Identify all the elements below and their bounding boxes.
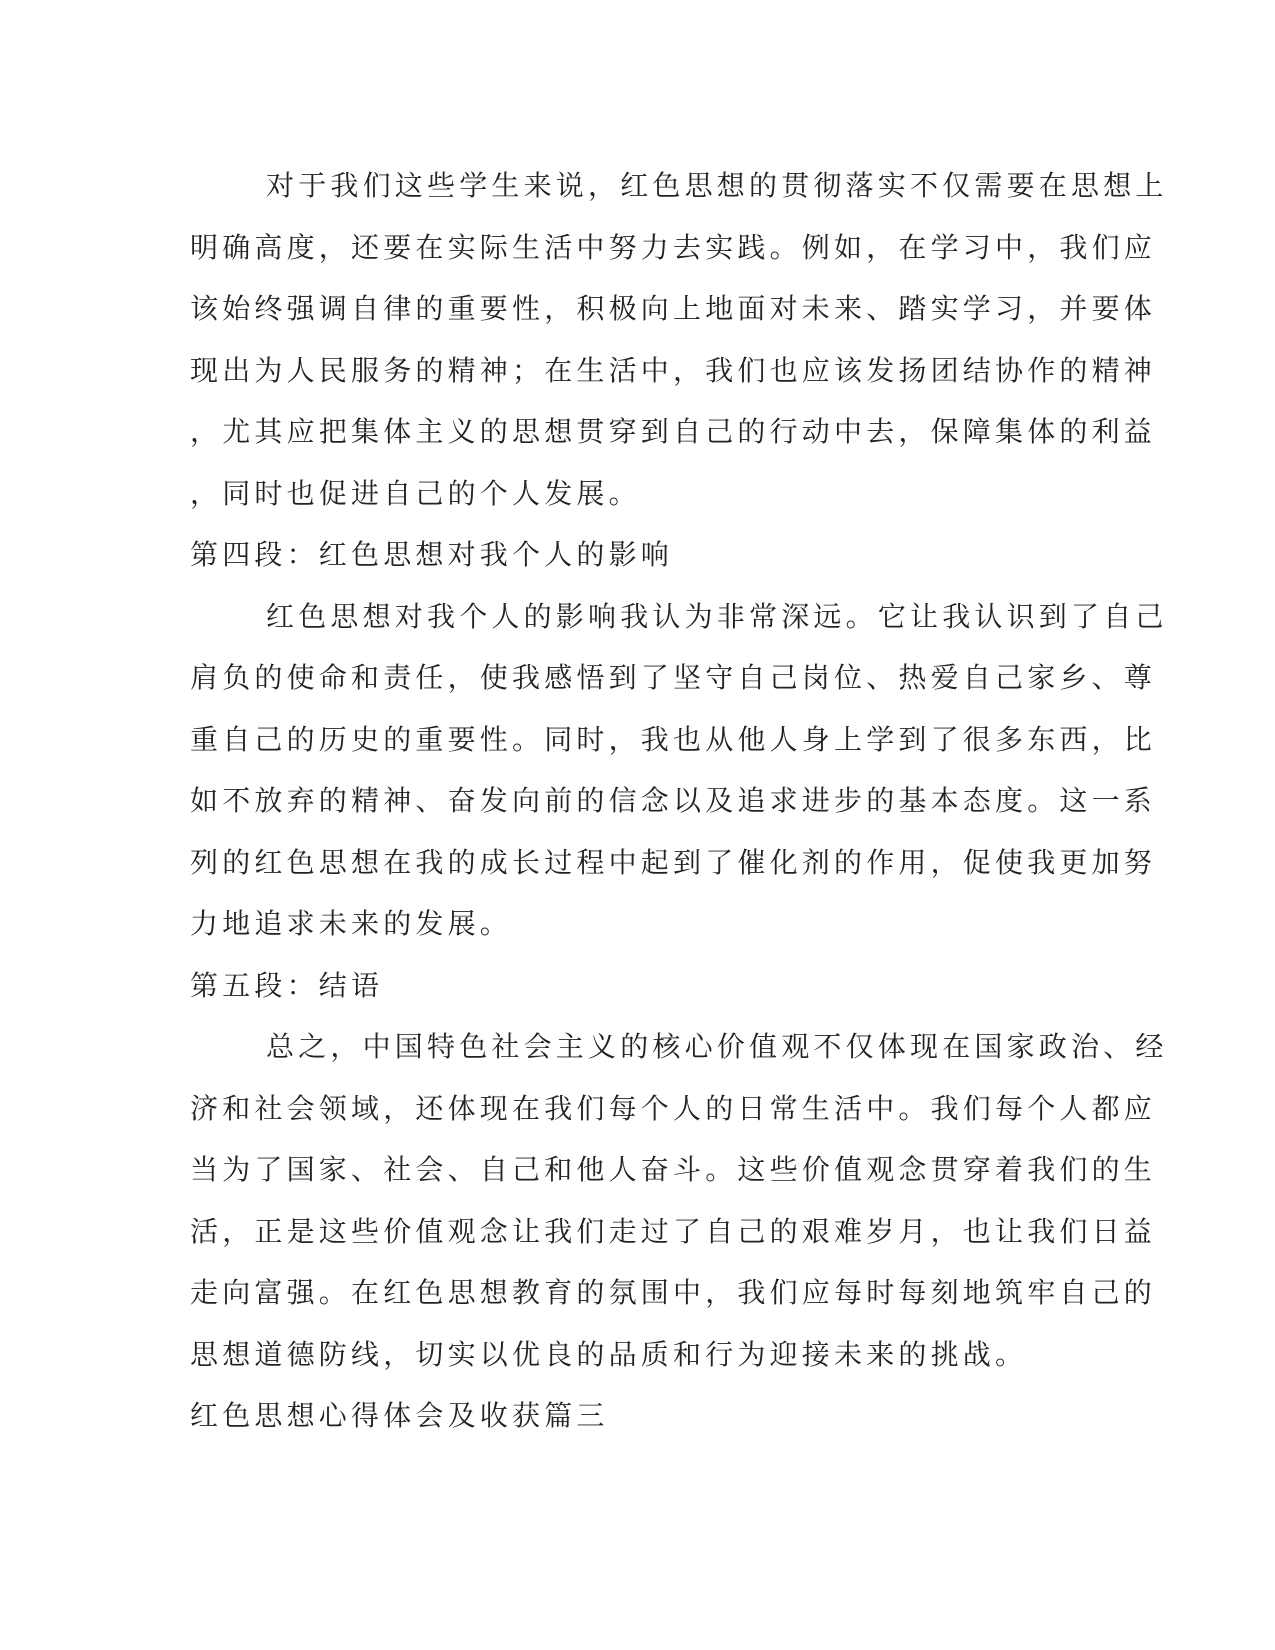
paragraph-conclusion — [190, 1016, 1168, 1385]
paragraph-line: 重自己的历史的重要性。同时，我也从他人身上学到了很多东西，比 — [190, 722, 1157, 756]
paragraph-line: 力地追求未来的发展。 — [190, 907, 513, 940]
paragraph-line: 对于我们这些学生来说，红色思想的贯彻落实不仅需要在思想上 — [266, 169, 1168, 202]
section-heading-4: 第四段：红色思想对我个人的影响 — [190, 538, 674, 571]
paragraph-line: 济和社会领域，还体现在我们每个人的日常生活中。我们每个人都应 — [190, 1091, 1157, 1125]
paragraph-line: 走向富强。在红色思想教育的氛围中，我们应每时每刻地筑牢自己的 — [190, 1276, 1157, 1309]
paragraph-line: 当为了国家、社会、自己和他人奋斗。这些价值观念贯穿着我们的生 — [190, 1153, 1157, 1186]
document-body — [190, 155, 1168, 1447]
paragraph-line: 列的红色思想在我的成长过程中起到了催化剂的作用，促使我更加努 — [190, 845, 1157, 879]
paragraph-line: 肩负的使命和责任，使我感悟到了坚守自己岗位、热爱自己家乡、尊 — [190, 661, 1157, 694]
paragraph-line: ，同时也促进自己的个人发展。 — [190, 476, 641, 510]
paragraph-line: 明确高度，还要在实际生活中努力去实践。例如，在学习中，我们应 — [190, 230, 1157, 264]
paragraph-line: 红色思想对我个人的影响我认为非常深远。它让我认识到了自己 — [266, 599, 1168, 633]
paragraph-line: 如不放弃的精神、奋发向前的信念以及追求进步的基本态度。这一系 — [190, 784, 1157, 817]
paragraph-student-practice — [190, 155, 1168, 524]
paragraph-line: 该始终强调自律的重要性，积极向上地面对未来、踏实学习，并要体 — [190, 292, 1157, 325]
paragraph-line: 活，正是这些价值观念让我们走过了自己的艰难岁月，也让我们日益 — [190, 1214, 1157, 1248]
paragraph-line: 总之，中国特色社会主义的核心价值观不仅体现在国家政治、经 — [266, 1030, 1168, 1063]
paragraph-line: 现出为人民服务的精神；在生活中，我们也应该发扬团结协作的精神 — [190, 353, 1157, 387]
section-heading-5: 第五段：结语 — [190, 968, 384, 1002]
paragraph-line: ，尤其应把集体主义的思想贯穿到自己的行动中去，保障集体的利益 — [190, 415, 1157, 448]
next-article-title: 红色思想心得体会及收获篇三 — [190, 1399, 609, 1432]
paragraph-line: 思想道德防线，切实以优良的品质和行为迎接未来的挑战。 — [190, 1337, 1028, 1371]
paragraph-personal-influence — [190, 586, 1168, 955]
